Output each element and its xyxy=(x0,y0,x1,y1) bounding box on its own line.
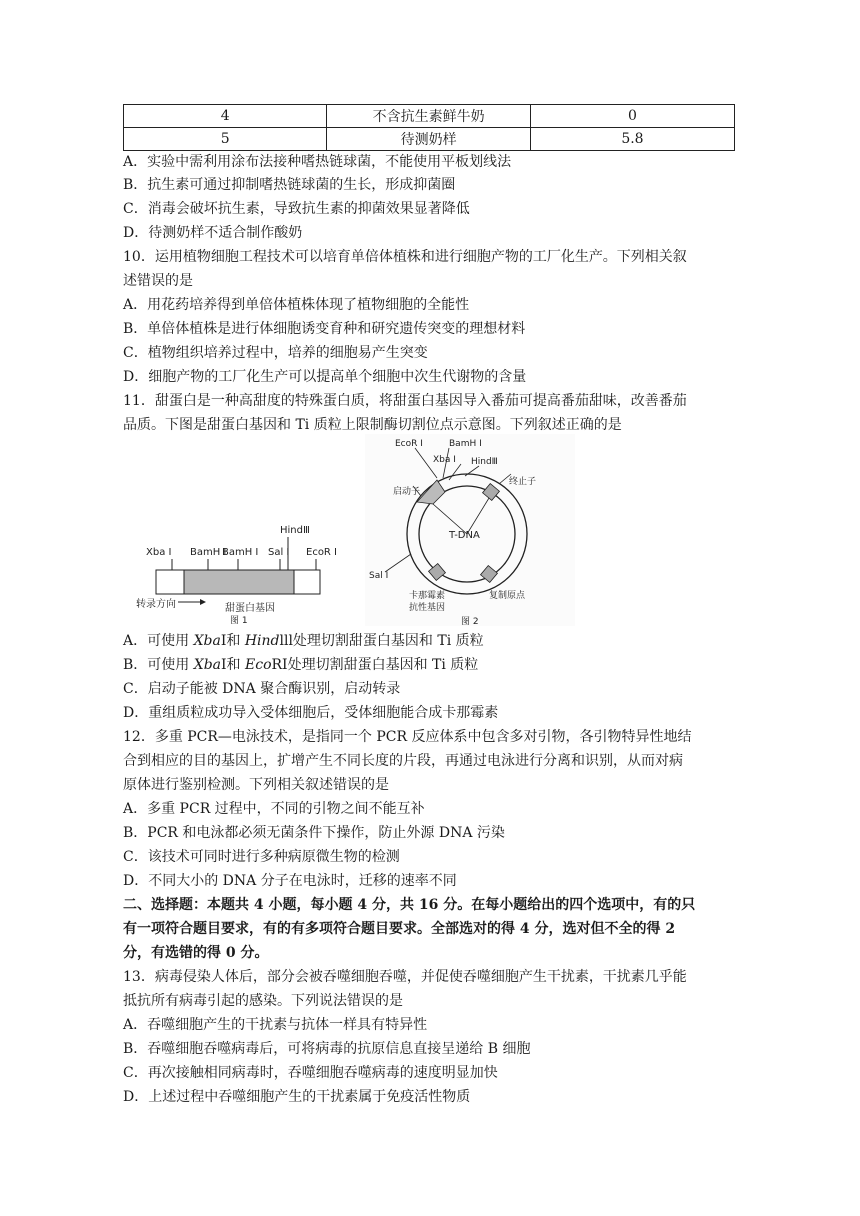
option-text: A．可使用 xyxy=(123,633,194,649)
fig1-direction-label: 转录方向 xyxy=(136,599,176,610)
q13-option-d: D．上述过程中吞噬细胞产生的干扰素属于免疫活性物质 xyxy=(123,1089,471,1105)
table-cell: 5.8 xyxy=(530,128,734,151)
q9-option-b: B．抗生素可通过抑制嗜热链球菌的生长，形成抑菌圈 xyxy=(123,177,456,193)
fig2-ori-label: 复制原点 xyxy=(489,591,526,601)
q12-stem: 12．多重 PCR—电泳技术，是指同一个 PCR 反应体系中包含多对引物，各引物特异性地结 xyxy=(123,729,692,745)
q10-option-d: D．细胞产物的工厂化生产可以提高单个细胞中次生代谢物的含量 xyxy=(123,369,527,385)
q11-option-c: C．启动子能被 DNA 聚合酶识别，启动转录 xyxy=(123,681,401,697)
q11-stem: 11．甜蛋白是一种高甜度的特殊蛋白质，将甜蛋白基因导入番茄可提高番茄甜味，改善番茄 xyxy=(123,393,687,409)
table-cell: 不含抗生素鲜牛奶 xyxy=(327,105,530,128)
table-row xyxy=(124,128,735,151)
gene-coding-region xyxy=(184,570,294,594)
fig1-sal-label: Sal Ⅰ xyxy=(268,547,290,558)
q10-option-b: B．单倍体植株是进行体细胞诱变育种和研究遗传突变的理想材料 xyxy=(123,321,526,337)
option-text: Ⅰ和 xyxy=(220,633,245,649)
q9-option-a: A．实验中需利用涂布法接种嗜热链球菌，不能使用平板划线法 xyxy=(123,154,512,170)
fig2-tdna-label: T-DNA xyxy=(449,530,480,541)
enzyme-name: Eco xyxy=(245,657,272,673)
q11-option-a xyxy=(123,630,484,652)
q10-option-c: C．植物组织培养过程中，培养的细胞易产生突变 xyxy=(123,345,428,361)
section-2-heading: 二、选择题：本题共 4 小题，每小题 4 分，共 16 分。在每小题给出的四个选项中，有的只 xyxy=(123,897,696,913)
q12-option-c: C．该技术可同时进行多种病原微生物的检测 xyxy=(123,849,400,865)
fig2-sal-label: Sal Ⅰ xyxy=(369,571,389,581)
fig1-caption: 图 1 xyxy=(230,616,248,625)
q12-option-b: B．PCR 和电泳都必须无菌条件下操作，防止外源 DNA 污染 xyxy=(123,825,505,841)
fig2-kan-label-1: 卡那霉素 xyxy=(409,591,446,601)
enzyme-name: Xba xyxy=(193,657,222,673)
enzyme-name: Hind xyxy=(244,633,280,649)
q12-option-d: D．不同大小的 DNA 分子在电泳时，迁移的速率不同 xyxy=(123,873,457,889)
fig1-hind-label: HindⅢ xyxy=(280,525,310,536)
fig1-xba-label: Xba Ⅰ xyxy=(146,547,172,558)
table-row xyxy=(124,105,735,128)
fig2-xba-label: Xba Ⅰ xyxy=(433,455,456,465)
table-cell: 待测奶样 xyxy=(327,128,530,151)
fig1-gene-label: 甜蛋白基因 xyxy=(225,603,275,614)
result-table xyxy=(123,104,735,151)
q12-stem-cont: 合到相应的目的基因上，扩增产生不同长度的片段，再通过电泳进行分离和识别，从而对病 xyxy=(123,753,683,769)
option-text: Ⅰ和 xyxy=(221,657,246,673)
q9-option-d: D．待测奶样不适合制作酸奶 xyxy=(123,225,303,241)
q11-option-b xyxy=(123,654,478,676)
table-cell: 4 xyxy=(124,105,327,128)
fig2-bam-label: BamH Ⅰ xyxy=(449,439,482,449)
option-text: RⅠ处理切割甜蛋白基因和 Ti 质粒 xyxy=(271,657,479,673)
section-2-instructions: 有一项符合题目要求，有的有多项符合题目要求。全部选对的得 4 分，选对但不全的得 2 xyxy=(123,921,676,937)
q10-option-a: A．用花药培养得到单倍体植株体现了植物细胞的全能性 xyxy=(123,297,470,313)
fig2-caption: 图 2 xyxy=(461,617,479,626)
direction-arrow-head xyxy=(200,599,206,605)
q12-option-a: A．多重 PCR 过程中，不同的引物之间不能互补 xyxy=(123,801,425,817)
q13-stem-cont: 抵抗所有病毒引起的感染。下列说法错误的是 xyxy=(123,993,403,1009)
q13-stem: 13．病毒侵染人体后，部分会被吞噬细胞吞噬，并促使吞噬细胞产生干扰素，干扰素几乎能 xyxy=(123,969,687,985)
fig2-kan-label-2: 抗性基因 xyxy=(409,603,446,613)
fig1-bam1-label: BamH Ⅰ xyxy=(190,547,227,558)
q9-option-c: C．消毒会破坏抗生素，导致抗生素的抑菌效果显著降低 xyxy=(123,201,470,217)
q12-stem-cont-2: 原体进行鉴别检测。下列相关叙述错误的是 xyxy=(123,777,389,793)
q13-option-c: C．再次接触相同病毒时，吞噬细胞吞噬病毒的速度明显加快 xyxy=(123,1065,498,1081)
fig2-hind-label: HindⅢ xyxy=(471,457,498,467)
fig2-terminator-label: 终止子 xyxy=(509,477,537,487)
option-text: B．可使用 xyxy=(123,657,194,673)
q10-stem-cont: 述错误的是 xyxy=(123,273,193,289)
section-2-instructions-cont: 分，有选错的得 0 分。 xyxy=(123,945,269,961)
figure-1-gene-map xyxy=(130,515,350,625)
fig2-promoter-label: 启动子 xyxy=(393,487,421,497)
enzyme-name: Xba xyxy=(193,633,221,649)
figure-2-ti-plasmid xyxy=(365,434,575,626)
q11-option-d: D．重组质粒成功导入受体细胞后，受体细胞能合成卡那霉素 xyxy=(123,705,499,721)
q13-option-b: B．吞噬细胞吞噬病毒后，可将病毒的抗原信息直接呈递给 B 细胞 xyxy=(123,1041,531,1057)
fig1-eco-label: EcoR Ⅰ xyxy=(306,547,338,558)
fig1-bam2-label: BamH Ⅰ xyxy=(222,547,259,558)
fig2-eco-label: EcoR Ⅰ xyxy=(395,439,423,449)
table-cell: 5 xyxy=(124,128,327,151)
q13-option-a: A．吞噬细胞产生的干扰素与抗体一样具有特异性 xyxy=(123,1017,428,1033)
option-text: lll处理切割甜蛋白基因和 Ti 质粒 xyxy=(279,633,484,649)
q10-stem: 10．运用植物细胞工程技术可以培育单倍体植株和进行细胞产物的工厂化生产。下列相关叙 xyxy=(123,249,687,265)
q11-stem-cont: 品质。下图是甜蛋白基因和 Ti 质粒上限制酶切割位点示意图。下列叙述正确的是 xyxy=(123,417,622,433)
table-cell: 0 xyxy=(530,105,734,128)
